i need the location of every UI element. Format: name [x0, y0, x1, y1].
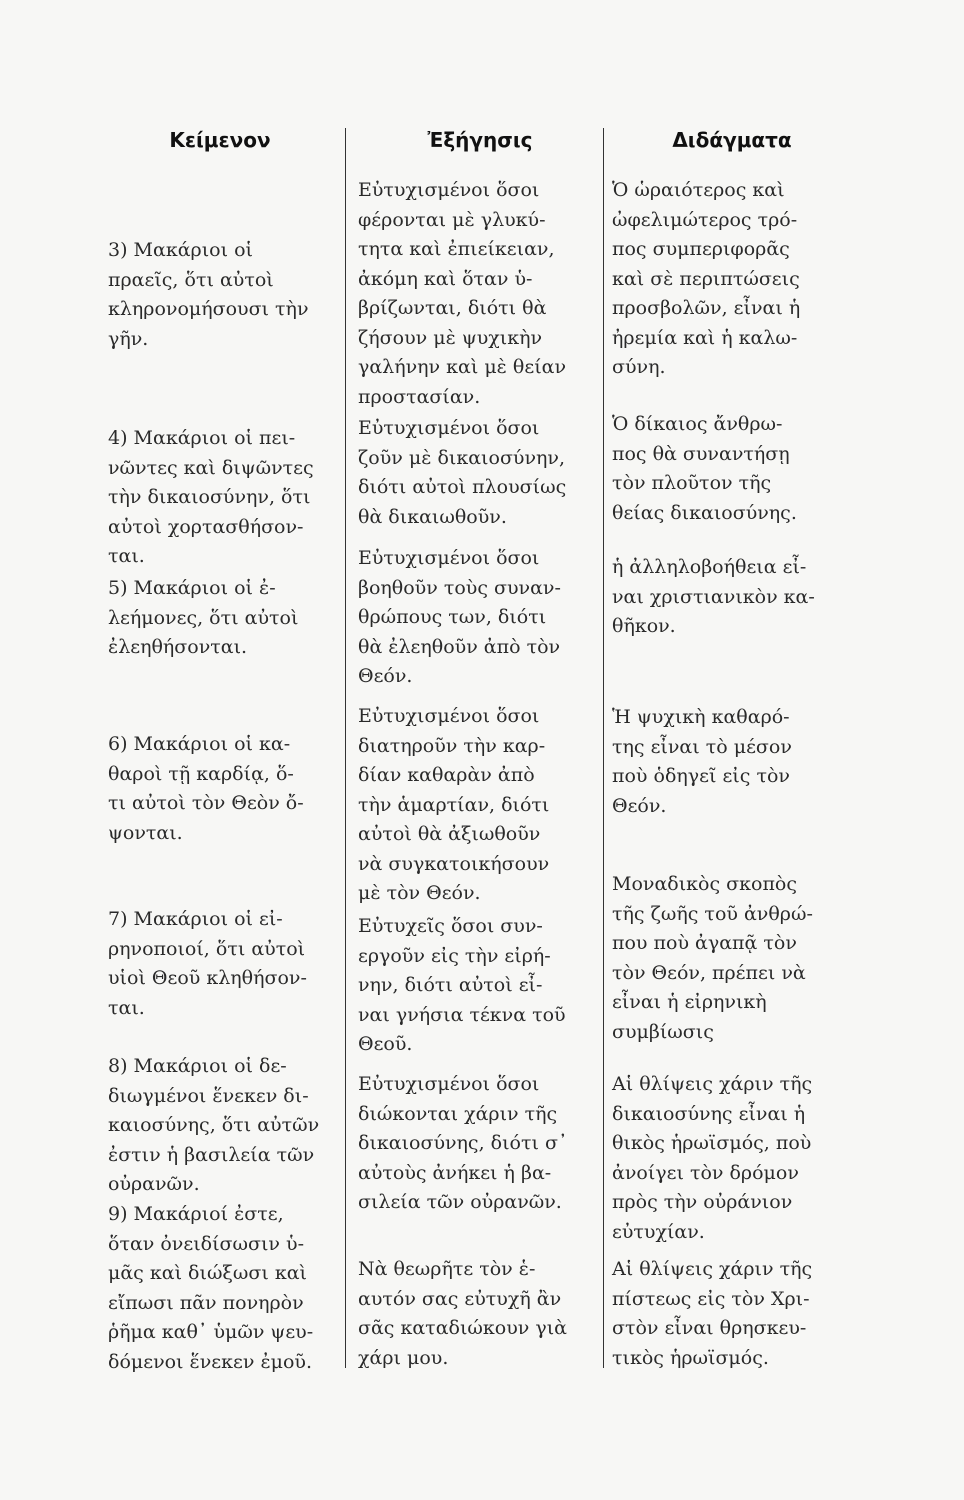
column-header-lessons: Διδάγματα — [672, 128, 792, 152]
beatitude-8: 8) Μακάριοι οἱ δε- διωγμένοι ἕνεκεν δι- καιοσύνης, ὅτι αὐτῶν ἐστιν ἡ βασιλεία τῶν οὐρανῶν. — [108, 1055, 320, 1195]
beatitude-6: 6) Μακάριοι οἱ κα- θαροὶ τῇ καρδίᾳ, ὅ- τι αὐτοὶ τὸν Θεὸν ὄ- ψονται. — [108, 733, 304, 844]
explanation-7: Εὐτυχεῖς ὅσοι συν- εργοῦν εἰς τὴν εἰρή- νην, διότι αὐτοὶ εἶ- ναι γνήσια τέκνα τοῦ Θεοῦ. — [358, 915, 566, 1055]
lesson-6: Ἡ ψυχικὴ καθαρό- της εἶναι τὸ μέσον ποὺ ὁδηγεῖ εἰς τὸν Θεόν. — [612, 706, 792, 817]
lesson-4: Ὁ δίκαιος ἄνθρω- πος θὰ συναντήσῃ τὸν πλοῦτον τῆς θείας δικαιοσύνης. — [612, 413, 797, 524]
explanation-9: Νὰ θεωρῆτε τὸν ἑ- αυτόν σας εὐτυχῆ ἂν σᾶς καταδιώκουν γιὰ χάρι μου. — [358, 1258, 567, 1369]
lesson-3: Ὁ ὡραιότερος καὶ ὠφελιμώτερος τρό- πος συμπεριφορᾶς καὶ σὲ περιπτώσεις προσβολῶν, εἶναι ἡ ἠρεμία καὶ ἡ καλω- σύνη. — [612, 179, 801, 378]
column-header-text: Κείμενον — [169, 128, 271, 152]
column-header-explanation: Ἐξήγησις — [427, 128, 533, 152]
lesson-7: Μοναδικὸς σκοπὸς τῆς ζωῆς τοῦ ἀνθρώ- που ποὺ ἀγαπᾷ τὸν τὸν Θεόν, πρέπει νὰ εἶναι ἡ εἰρηνικὴ συμβίωσις — [612, 873, 813, 1043]
column-divider — [603, 128, 604, 1368]
lesson-5: ἡ ἀλληλοβοήθεια εἶ- ναι χριστιανικὸν κα- θῆκον. — [612, 556, 815, 637]
beatitude-4: 4) Μακάριοι οἱ πει- νῶντες καὶ διψῶντες τὴν δικαιοσύνην, ὅτι αὐτοὶ χορτασθήσον- ται. — [108, 427, 314, 567]
lesson-9: Αἱ θλίψεις χάριν τῆς πίστεως εἰς τὸν Χρι- στὸν εἶναι θρησκευ- τικὸς ἡρωϊσμός. — [612, 1258, 813, 1369]
explanation-8: Εὐτυχισμένοι ὅσοι διώκονται χάριν τῆς δικαιοσύνης, διότι σ᾽ αὐτοὺς ἀνήκει ἡ βα- σιλεία τῶν οὐρανῶν. — [358, 1073, 568, 1213]
beatitude-7: 7) Μακάριοι οἱ εἰ- ρηνοποιοί, ὅτι αὐτοὶ υἱοὶ Θεοῦ κληθήσον- ται. — [108, 908, 307, 1019]
explanation-3: Εὐτυχισμένοι ὅσοι φέρονται μὲ γλυκύ- τητα καὶ ἐπιείκειαν, ἀκόμη καὶ ὅταν ὑ- βρίζωνται, διότι θὰ ζήσουν μὲ ψυχικὴν γαλήνην καὶ μὲ θείαν προστασίαν. — [358, 179, 567, 408]
explanation-6: Εὐτυχισμένοι ὅσοι διατηροῦν τὴν καρ- δίαν καθαρὰν ἀπὸ τὴν ἁμαρτίαν, διότι αὐτοὶ θὰ ἀξιωθοῦν νὰ συγκατοικήσουν μὲ τὸν Θεόν. — [358, 705, 550, 904]
beatitude-3: 3) Μακάριοι οἱ πραεῖς, ὅτι αὐτοὶ κληρονομήσουσι τὴν γῆν. — [108, 239, 309, 350]
explanation-4: Εὐτυχισμένοι ὅσοι ζοῦν μὲ δικαιοσύνην, διότι αὐτοὶ πλουσίως θὰ δικαιωθοῦν. — [358, 417, 567, 528]
beatitude-5: 5) Μακάριοι οἱ ἐ- λεήμονες, ὅτι αὐτοὶ ἐλεηθήσονται. — [108, 577, 299, 658]
column-divider — [345, 128, 346, 1368]
beatitude-9: 9) Μακάριοί ἐστε, ὅταν ὀνειδίσωσιν ὑ- μᾶς καὶ διώξωσι καὶ εἴπωσι πᾶν πονηρὸν ῥῆμα καθ᾽ ὑμῶν ψευ- δόμενοι ἕνεκεν ἐμοῦ. — [108, 1203, 314, 1373]
explanation-5: Εὐτυχισμένοι ὅσοι βοηθοῦν τοὺς συναν- θρώπους των, διότι θὰ ἐλεηθοῦν ἀπὸ τὸν Θεόν. — [358, 547, 561, 687]
lesson-8: Αἱ θλίψεις χάριν τῆς δικαιοσύνης εἶναι ἡ θικὸς ἡρωϊσμός, ποὺ ἀνοίγει τὸν δρόμον πρὸς τὴν οὐράνιον εὐτυχίαν. — [612, 1073, 813, 1243]
